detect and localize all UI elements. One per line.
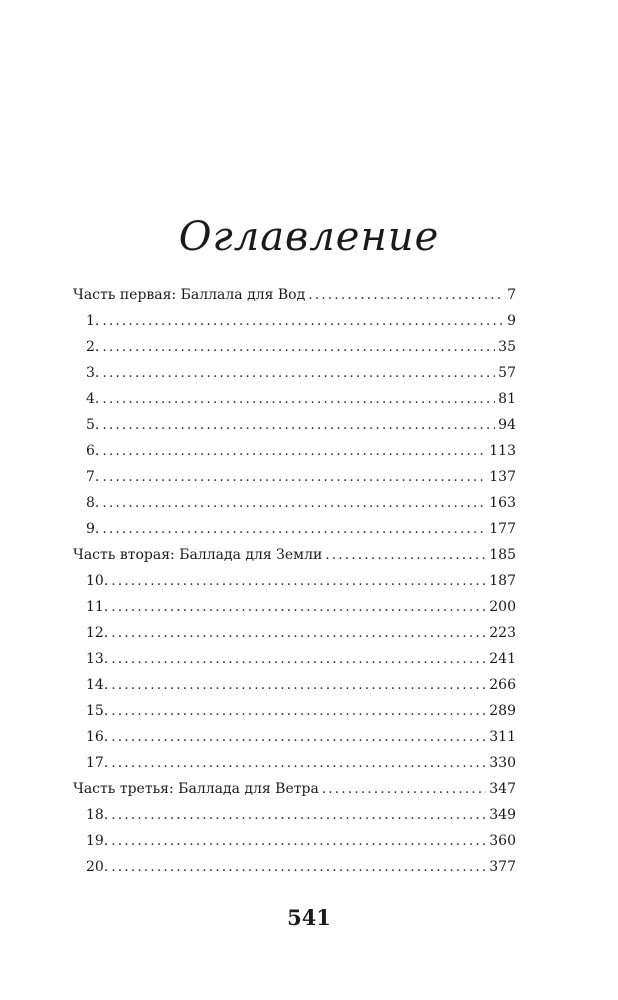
toc-entry-label: 13.	[86, 651, 109, 667]
toc-dot-leader	[111, 724, 486, 750]
toc-entry-page: 330	[489, 755, 516, 771]
toc-entry-page: 311	[489, 729, 516, 745]
toc-entry-page: 241	[489, 651, 516, 667]
toc-chapter-entry	[73, 334, 516, 360]
toc-entry-page: 35	[498, 339, 516, 355]
toc-entry-page: 137	[489, 469, 516, 485]
toc-dot-leader	[111, 698, 486, 724]
toc-chapter-entry	[73, 646, 516, 672]
toc-entry-label: 16.	[86, 729, 109, 745]
toc-chapter-entry	[73, 802, 516, 828]
toc-dot-leader	[325, 542, 486, 568]
toc-chapter-entry	[73, 438, 516, 464]
toc-dot-leader	[102, 386, 495, 412]
toc-chapter-entry	[73, 490, 516, 516]
toc-entry-page: 94	[498, 417, 516, 433]
toc-entry-page: 347	[489, 781, 516, 797]
toc-entry-label: 8.	[86, 495, 100, 511]
toc-entry-page: 200	[489, 599, 516, 615]
table-of-contents	[73, 282, 516, 880]
toc-entry-label: 10.	[86, 573, 109, 589]
toc-entry-label: 6.	[86, 443, 100, 459]
toc-chapter-entry	[73, 516, 516, 542]
toc-entry-label: 15.	[86, 703, 109, 719]
toc-part-entry	[73, 282, 516, 308]
toc-dot-leader	[111, 750, 486, 776]
toc-chapter-entry	[73, 672, 516, 698]
toc-chapter-entry	[73, 854, 516, 880]
toc-entry-label: 11.	[86, 599, 109, 615]
toc-chapter-entry	[73, 594, 516, 620]
toc-entry-label: 2.	[86, 339, 100, 355]
toc-entry-page: 266	[489, 677, 516, 693]
toc-chapter-entry	[73, 750, 516, 776]
toc-entry-label: Часть первая: Баллала для Вод	[73, 287, 306, 303]
toc-dot-leader	[102, 490, 486, 516]
toc-dot-leader	[111, 854, 486, 880]
toc-entry-page: 360	[489, 833, 516, 849]
toc-entry-page: 187	[489, 573, 516, 589]
toc-part-entry	[73, 776, 516, 802]
toc-dot-leader	[111, 672, 486, 698]
toc-dot-leader	[111, 828, 486, 854]
toc-dot-leader	[111, 802, 486, 828]
page-title: Оглавление	[178, 214, 440, 260]
toc-entry-label: 12.	[86, 625, 109, 641]
toc-chapter-entry	[73, 698, 516, 724]
toc-dot-leader	[102, 360, 495, 386]
toc-entry-page: 289	[489, 703, 516, 719]
toc-entry-page: 7	[507, 287, 516, 303]
toc-dot-leader	[102, 464, 486, 490]
toc-entry-page: 349	[489, 807, 516, 823]
toc-chapter-entry	[73, 412, 516, 438]
toc-entry-page: 9	[507, 313, 516, 329]
toc-dot-leader	[322, 776, 486, 802]
toc-chapter-entry	[73, 568, 516, 594]
toc-entry-label: 9.	[86, 521, 100, 537]
toc-part-entry	[73, 542, 516, 568]
toc-chapter-entry	[73, 620, 516, 646]
toc-dot-leader	[111, 568, 486, 594]
toc-entry-label: 17.	[86, 755, 109, 771]
toc-dot-leader	[102, 308, 504, 334]
toc-dot-leader	[102, 412, 495, 438]
toc-entry-page: 177	[489, 521, 516, 537]
toc-chapter-entry	[73, 308, 516, 334]
toc-dot-leader	[102, 438, 486, 464]
toc-chapter-entry	[73, 828, 516, 854]
toc-entry-page: 81	[498, 391, 516, 407]
toc-entry-label: 5.	[86, 417, 100, 433]
toc-dot-leader	[111, 620, 486, 646]
toc-entry-label: 14.	[86, 677, 109, 693]
toc-entry-page: 185	[489, 547, 516, 563]
toc-chapter-entry	[73, 724, 516, 750]
toc-entry-label: 4.	[86, 391, 100, 407]
toc-entry-label: 19.	[86, 833, 109, 849]
toc-entry-label: 3.	[86, 365, 100, 381]
toc-entry-page: 57	[498, 365, 516, 381]
toc-dot-leader	[111, 646, 486, 672]
toc-entry-label: Часть третья: Баллада для Ветра	[73, 781, 319, 797]
toc-entry-label: 1.	[86, 313, 100, 329]
toc-entry-page: 223	[489, 625, 516, 641]
toc-entry-label: Часть вторая: Баллада для Земли	[73, 547, 323, 563]
toc-chapter-entry	[73, 386, 516, 412]
toc-entry-page: 113	[489, 443, 516, 459]
toc-entry-label: 20.	[86, 859, 109, 875]
page-number: 541	[287, 905, 331, 930]
toc-entry-page: 163	[489, 495, 516, 511]
toc-entry-label: 7.	[86, 469, 100, 485]
toc-chapter-entry	[73, 464, 516, 490]
toc-dot-leader	[111, 594, 486, 620]
toc-entry-page: 377	[489, 859, 516, 875]
toc-entry-label: 18.	[86, 807, 109, 823]
toc-dot-leader	[102, 334, 495, 360]
toc-dot-leader	[308, 282, 504, 308]
toc-chapter-entry	[73, 360, 516, 386]
toc-dot-leader	[102, 516, 486, 542]
